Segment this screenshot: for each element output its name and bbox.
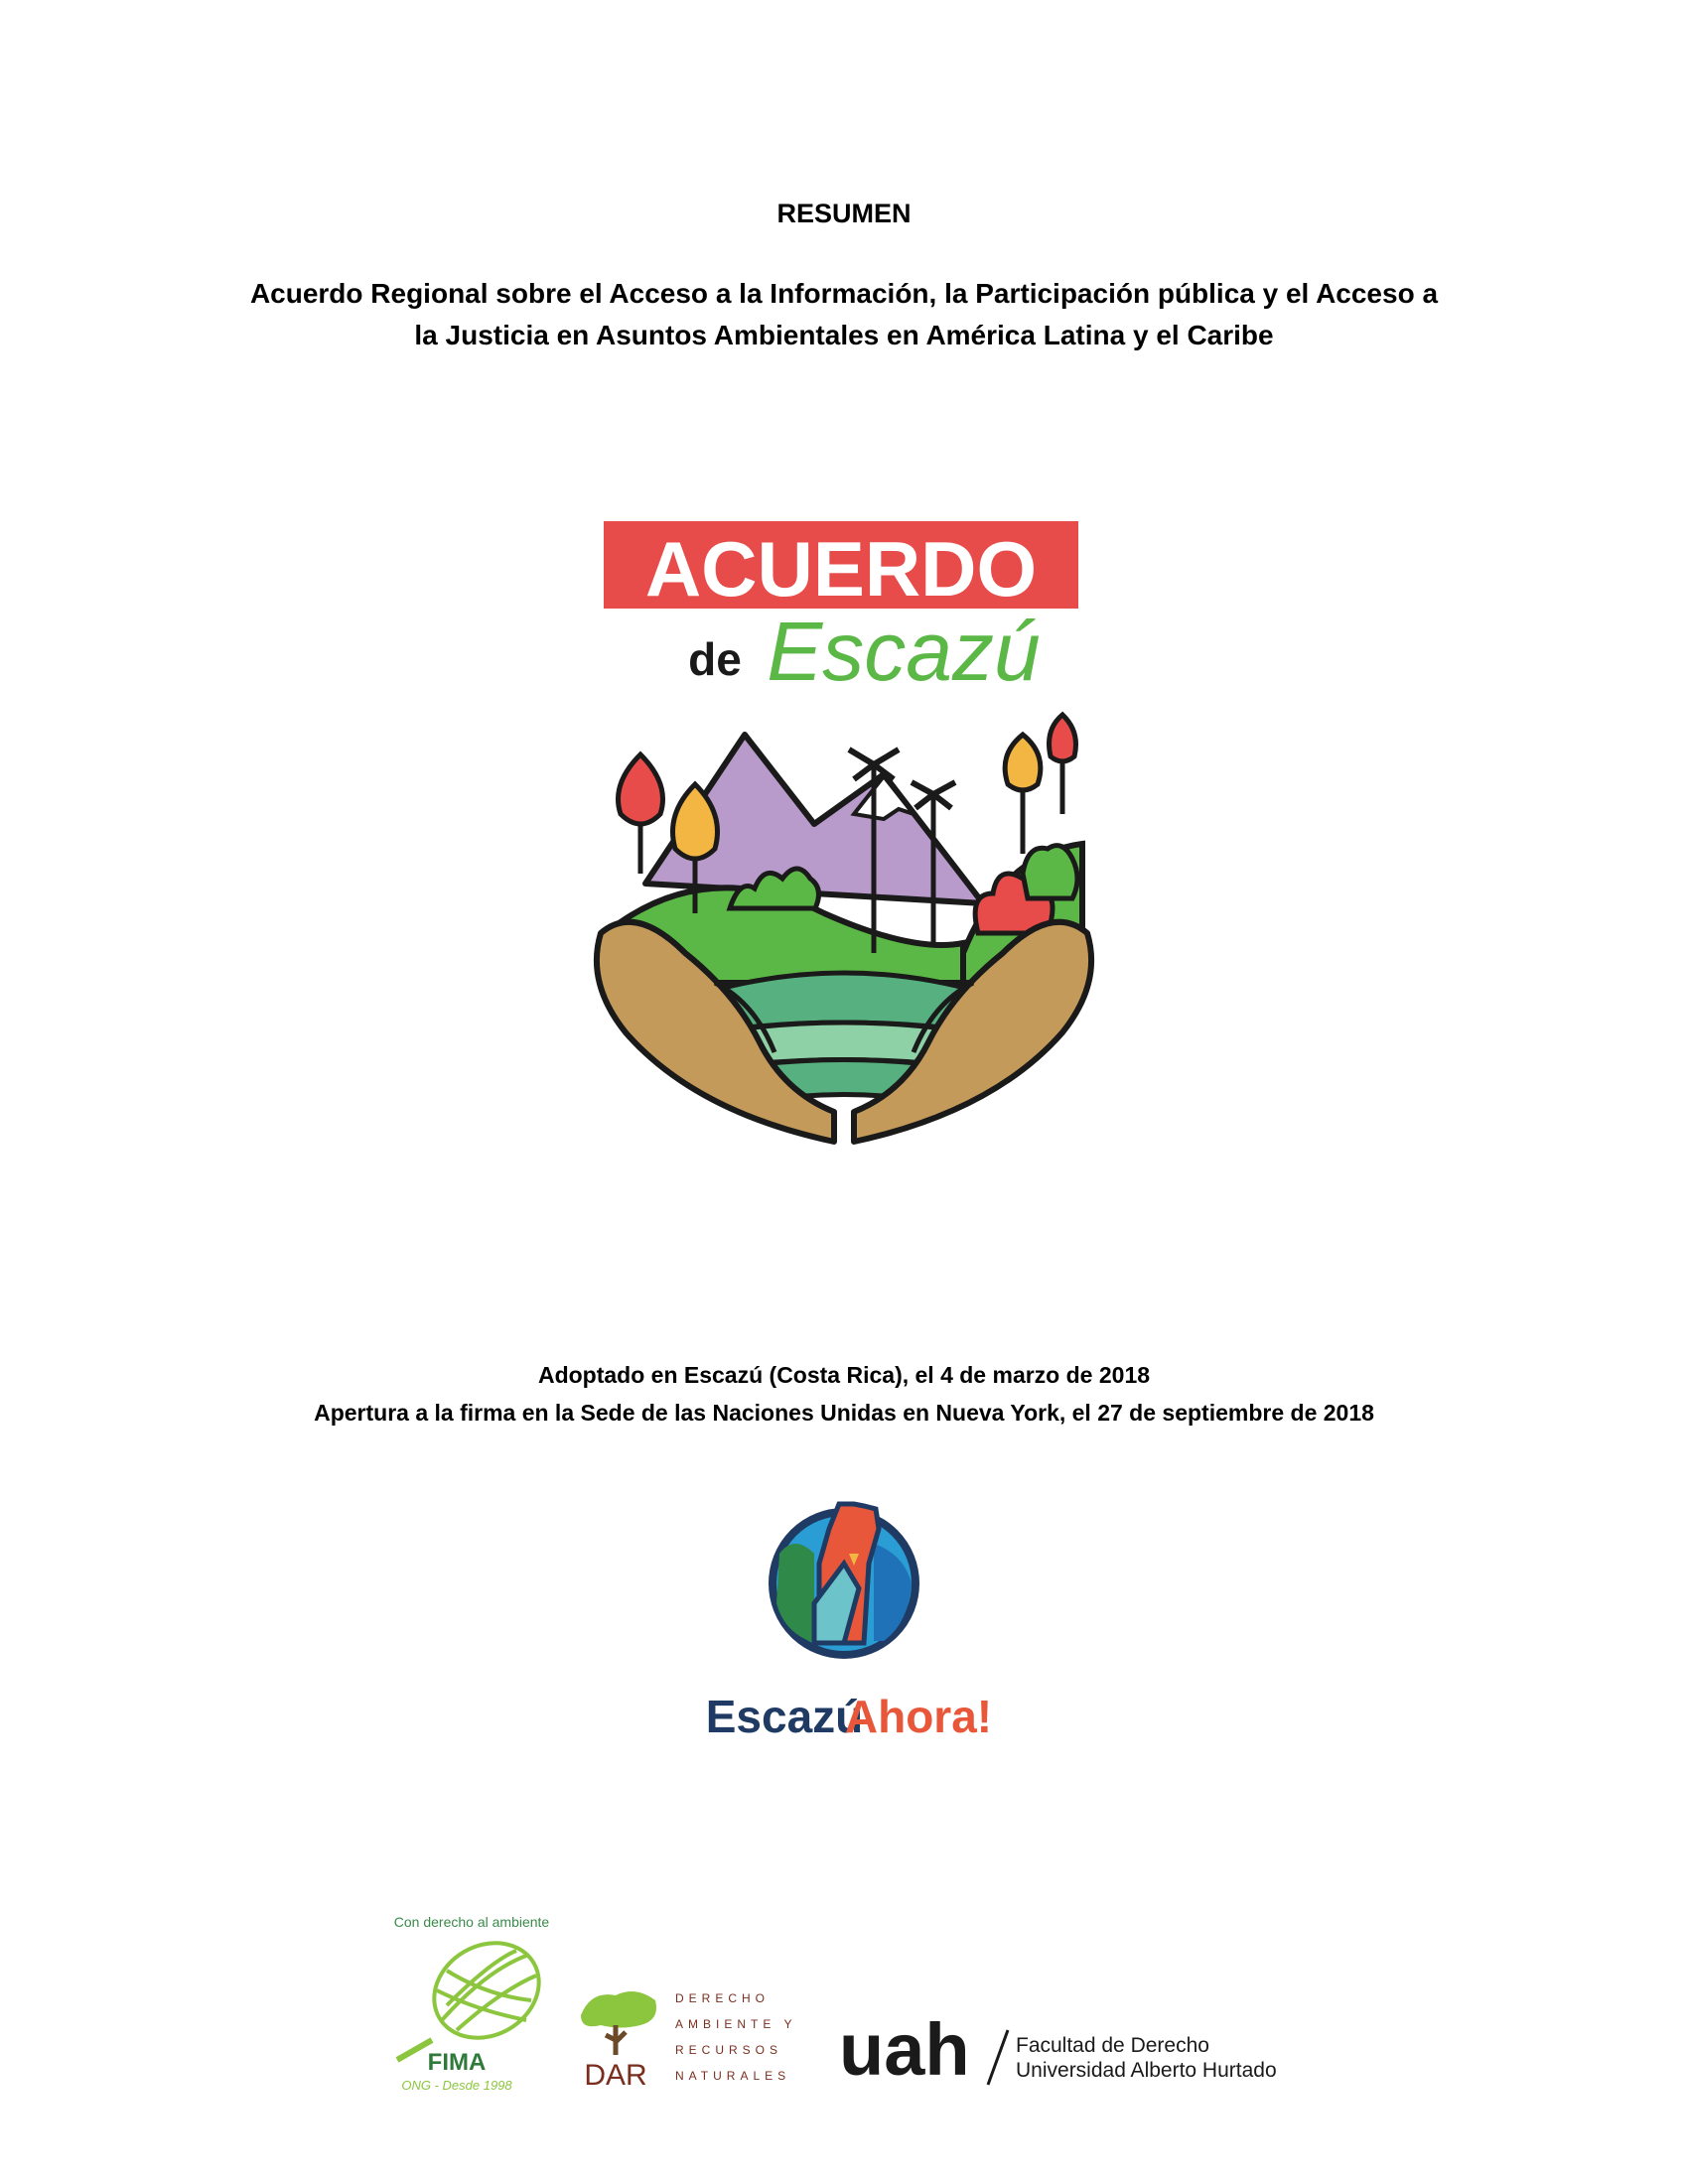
adoption-date-line: Adoptado en Escazú (Costa Rica), el 4 de marzo de 2018 [537,1362,1151,1388]
escazu-ahora-logo [685,1494,1003,1752]
dar-name: DAR [584,2059,647,2090]
logo-word-escazu: Escazú [767,605,1041,698]
dar-line-4: NATURALES [675,2069,791,2083]
dar-logo [571,1980,819,2090]
uah-logo [839,2010,1316,2100]
dar-line-1: DERECHO [675,1991,771,2005]
logo-word-acuerdo: ACUERDO [644,525,1038,613]
fima-globe-icon [397,1925,556,2060]
dar-line-2: AMBIENTE Y [675,2017,797,2031]
signature-opening-line: Apertura a la firma en la Sede de las Naciones Unidas en Nueva York, el 27 de septiembre de 2018 [314,1400,1374,1426]
logo-word-escazu: Escazú [705,1691,864,1742]
uah-line-2: Universidad Alberto Hurtado [1016,2059,1277,2082]
fima-logo [377,1911,576,2100]
logo-word-de: de [688,633,742,685]
document-heading: RESUMEN [776,199,912,228]
dar-line-3: RECURSOS [675,2043,783,2057]
logo-word-ahora: Ahora! [844,1691,993,1742]
uah-line-1: Facultad de Derecho [1016,2034,1209,2057]
fima-tagline: Con derecho al ambiente [393,1914,550,1930]
document-title-line-1: Acuerdo Regional sobre el Acceso a la Información, la Participación pública y el Acceso a [249,278,1439,309]
acuerdo-de-escazu-logo [586,516,1102,1152]
fima-name: FIMA [427,2049,487,2076]
uah-name: uah [839,2010,970,2091]
fima-subtitle: ONG - Desde 1998 [401,2078,512,2093]
tree-icon [581,1991,656,2055]
document-title-line-2: la Justicia en Asuntos Ambientales en América Latina y el Caribe [414,320,1274,350]
